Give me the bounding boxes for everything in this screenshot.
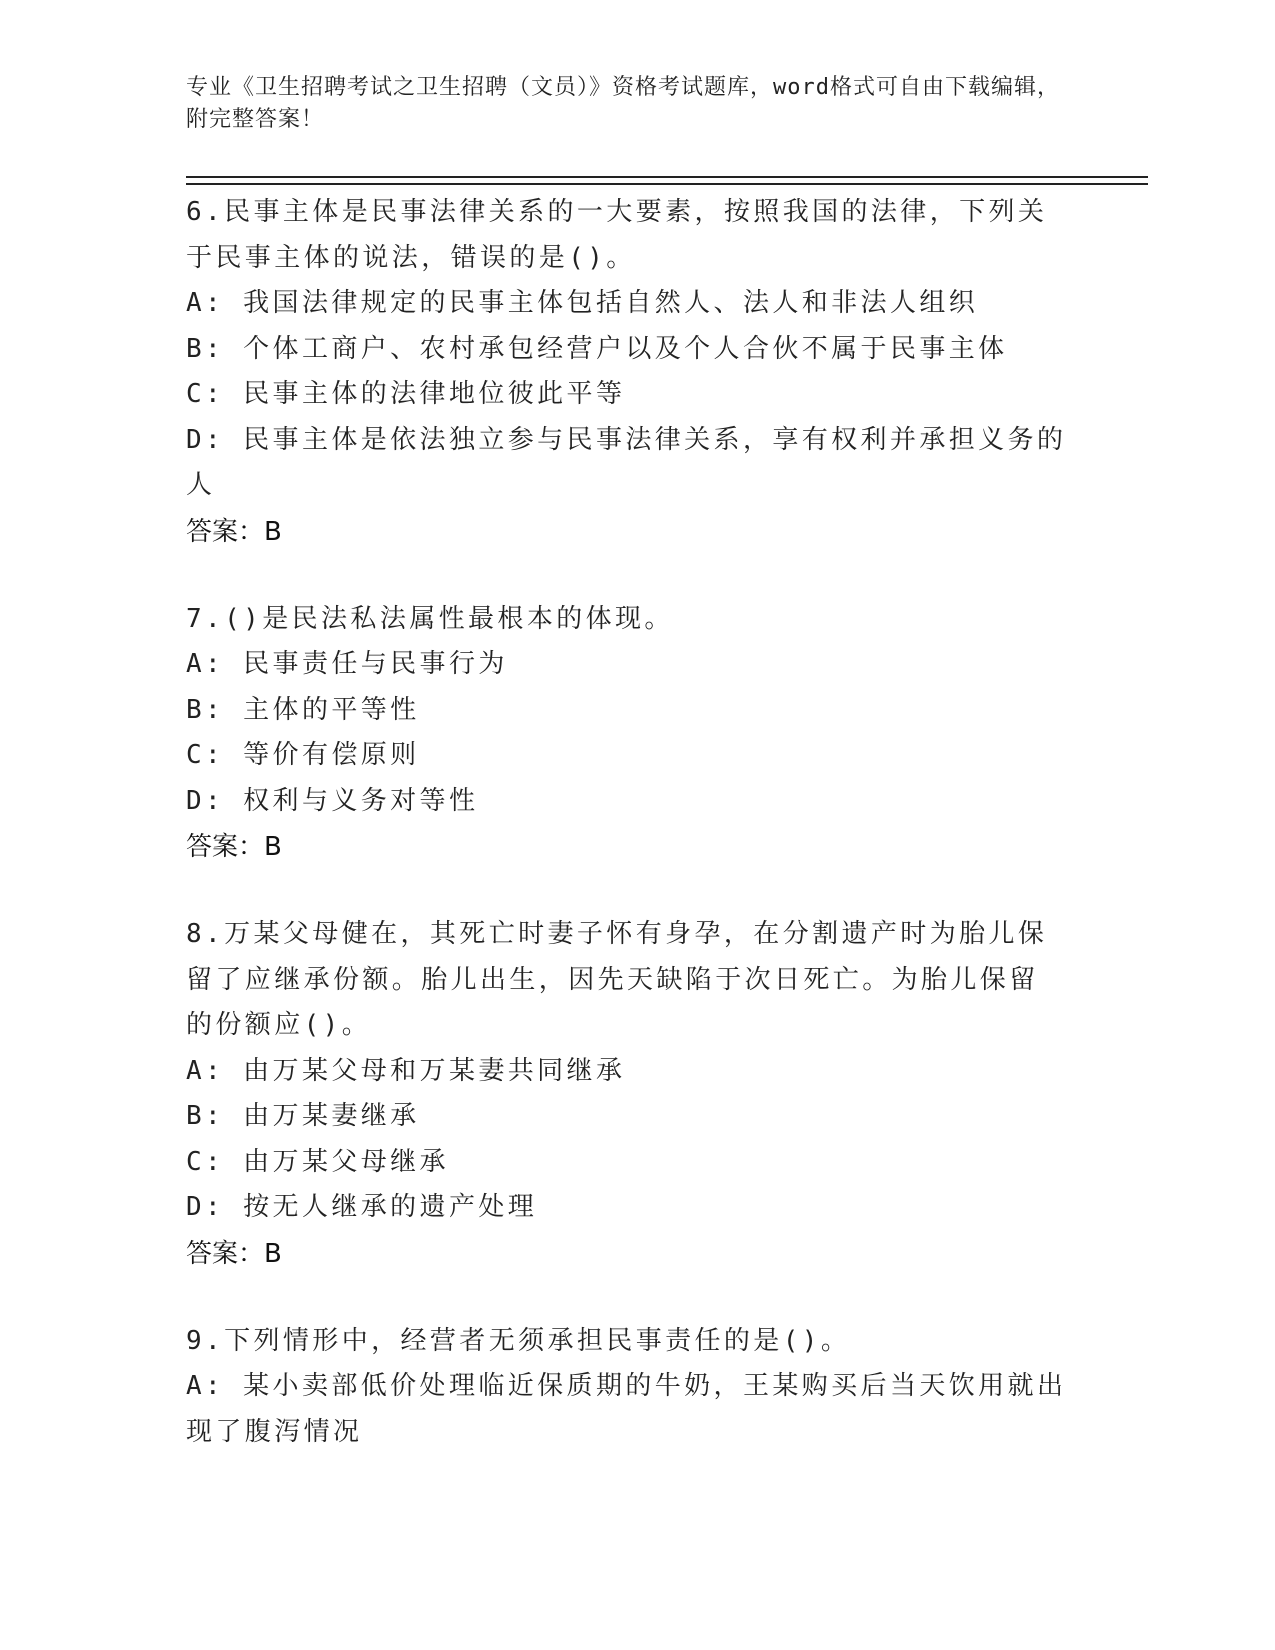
option-b: B: 主体的平等性 (186, 694, 420, 725)
question-stem: 8.万某父母健在，其死亡时妻子怀有身孕，在分割遗产时为胎儿保留了应继承份额。胎儿出生，因先天缺陷于次日死亡。为胎儿保留的份额应()。 (186, 919, 1048, 1040)
answer-line: 答案：B (186, 832, 282, 862)
question-stem: 6.民事主体是民事法律关系的一大要素，按照我国的法律，下列关于民事主体的说法，错误的是()。 (186, 197, 1048, 273)
question-list (186, 190, 1086, 1497)
option-c: C: 民事主体的法律地位彼此平等 (186, 379, 626, 409)
option-d: D: 民事主体是依法独立参与民事法律关系，享有权利并承担义务的人 (186, 424, 1067, 500)
header-divider (186, 183, 1148, 185)
page-header: 专业《卫生招聘考试之卫生招聘（文员）》资格考试题库，word格式可自由下载编辑，附完整答案！ (186, 75, 1060, 132)
option-d: D: 按无人继承的遗产处理 (186, 1192, 538, 1222)
header-divider (186, 176, 1148, 178)
question-stem: 7.()是民法私法属性最根本的体现。 (186, 603, 674, 634)
option-d: D: 权利与义务对等性 (186, 785, 479, 816)
question-7 (186, 597, 1086, 871)
answer-line: 答案：B (186, 1238, 282, 1269)
answer-line: 答案：B (186, 516, 282, 547)
option-c: C: 由万某父母继承 (186, 1146, 449, 1177)
option-a: A: 民事责任与民事行为 (186, 649, 508, 679)
option-a: A: 某小卖部低价处理临近保质期的牛奶，王某购买后当天饮用就出现了腹泻情况 (186, 1371, 1067, 1447)
question-9 (186, 1319, 1086, 1456)
question-8 (186, 912, 1086, 1277)
question-6 (186, 190, 1086, 555)
option-b: B: 由万某妻继承 (186, 1101, 420, 1131)
option-b: B: 个体工商户、农村承包经营户以及个人合伙不属于民事主体 (186, 333, 1008, 364)
question-stem: 9.下列情形中，经营者无须承担民事责任的是()。 (186, 1325, 851, 1356)
option-a: A: 由万某父母和万某妻共同继承 (186, 1055, 626, 1086)
option-c: C: 等价有偿原则 (186, 740, 420, 770)
option-a: A: 我国法律规定的民事主体包括自然人、法人和非法人组织 (186, 288, 979, 318)
